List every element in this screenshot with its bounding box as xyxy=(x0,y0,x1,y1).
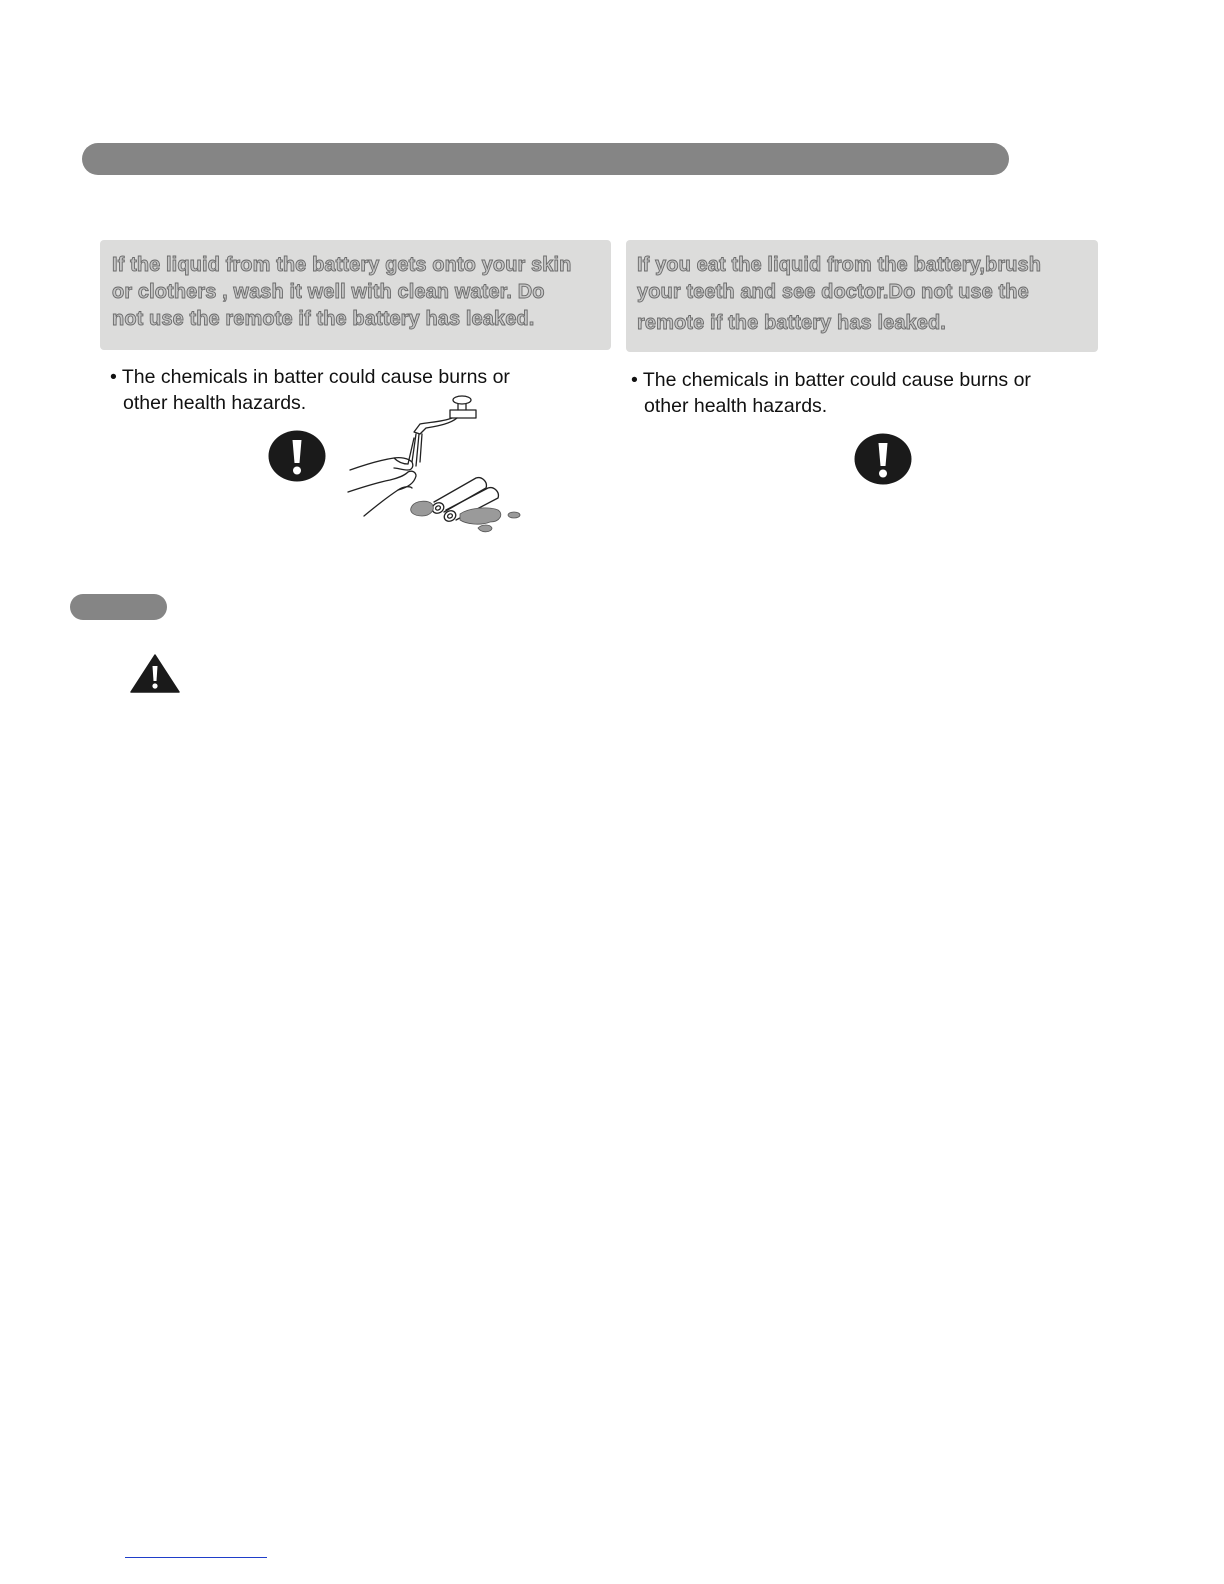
washing-hands-battery-illustration xyxy=(342,392,526,534)
bullet-line: other health hazards. xyxy=(123,392,307,414)
bullet-line: • The chemicals in batter could cause burns or xyxy=(631,369,1031,391)
warning-box-ingestion xyxy=(626,240,1098,352)
bullet-line: other health hazards. xyxy=(644,395,828,417)
subsection-pill xyxy=(70,594,167,620)
warning-line: remote if the battery has leaked. xyxy=(637,312,946,334)
exclamation-circle-icon xyxy=(268,430,326,482)
warning-line: If the liquid from the battery gets onto your skin xyxy=(112,254,572,276)
exclamation-circle-icon xyxy=(854,433,912,485)
warning-line: If you eat the liquid from the battery,brush xyxy=(637,254,1042,276)
warning-line: not use the remote if the battery has leaked. xyxy=(112,308,535,330)
section-header-bar xyxy=(82,143,1009,175)
warning-triangle-icon xyxy=(130,654,180,694)
warning-line: your teeth and see doctor.Do not use the xyxy=(637,281,1029,303)
warning-box-skin xyxy=(100,240,611,350)
warning-line: or clothers , wash it well with clean water. Do xyxy=(112,281,545,303)
footer-link-underline xyxy=(125,1557,267,1558)
bullet-chemicals-right xyxy=(631,367,1031,419)
bullet-line: • The chemicals in batter could cause burns or xyxy=(110,366,510,388)
